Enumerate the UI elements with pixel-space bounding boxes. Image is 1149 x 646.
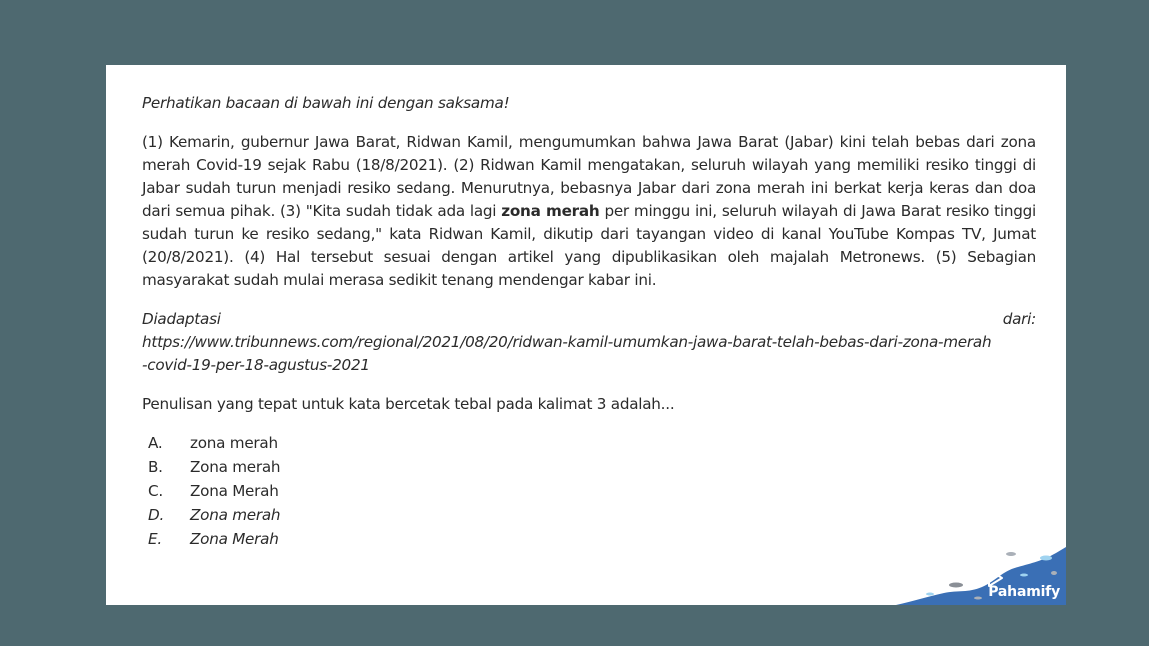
source-url-line-1: https://www.tribunnews.com/regional/2021/08/20/ridwan-kamil-umumkan-jawa-barat-telah-bebas-dari-zona-merah bbox=[142, 333, 992, 351]
brand-watermark bbox=[896, 543, 1066, 605]
answer-options bbox=[142, 431, 1036, 551]
option-text: zona merah bbox=[190, 434, 278, 452]
source-label-left: Diadaptasi bbox=[142, 310, 221, 328]
source-url-line-2: -covid-19-per-18-agustus-2021 bbox=[142, 356, 370, 374]
question-text: Penulisan yang tepat untuk kata bercetak tebal pada kalimat 3 adalah... bbox=[142, 395, 675, 413]
passage-bold-phrase: zona merah bbox=[501, 202, 600, 220]
brand-name: Pahamify bbox=[988, 584, 1060, 600]
option-a[interactable] bbox=[142, 431, 1036, 455]
source-label-right: dari: bbox=[1002, 310, 1036, 328]
reading-passage bbox=[142, 131, 1036, 292]
passage-text-before: (1) Kemarin, gubernur Jawa Barat, Ridwan Kamil, mengumumkan bahwa Jawa Barat (Jabar) kini telah bebas dari zona merah Covid-19 sejak Rabu (18/8/2021). (2) Ridwan Kamil mengatakan, seluruh wilayah yang memiliki resiko tinggi di Jabar sudah turun menjadi resiko sedang. Menurutnya, bebasnya Jabar dari zona merah ini berkat kerja keras dan doa dari semua pihak. (3) "Kita sudah tidak ada lagi bbox=[142, 133, 1036, 220]
option-text: Zona Merah bbox=[190, 530, 279, 548]
option-text: Zona Merah bbox=[190, 482, 279, 500]
option-text: Zona merah bbox=[190, 458, 281, 476]
instruction-text: Perhatikan bacaan di bawah ini dengan saksama! bbox=[142, 94, 510, 112]
option-text: Zona merah bbox=[190, 506, 281, 524]
question-content bbox=[142, 92, 1036, 551]
option-letter: A. bbox=[148, 434, 163, 452]
option-c[interactable] bbox=[142, 479, 1036, 503]
option-letter: C. bbox=[148, 482, 163, 500]
passage-text-after: per minggu ini, seluruh wilayah di Jawa Barat resiko tinggi sudah turun ke resiko sedang," kata Ridwan Kamil, dikutip dari tayangan video di kanal YouTube Kompas TV, Jumat (20/8/2021). (4) Hal tersebut sesuai dengan artikel yang dipublikasikan oleh majalah Metronews. (5) Sebagian masyarakat sudah mulai merasa sedikit tenang mendengar kabar ini. bbox=[142, 202, 1036, 289]
option-b[interactable] bbox=[142, 455, 1036, 479]
source-citation bbox=[142, 308, 1036, 377]
option-d[interactable] bbox=[142, 503, 1036, 527]
question-card bbox=[106, 65, 1066, 605]
option-letter: E. bbox=[148, 530, 162, 548]
option-letter: B. bbox=[148, 458, 163, 476]
option-letter: D. bbox=[148, 506, 165, 524]
source-header bbox=[142, 308, 1036, 331]
